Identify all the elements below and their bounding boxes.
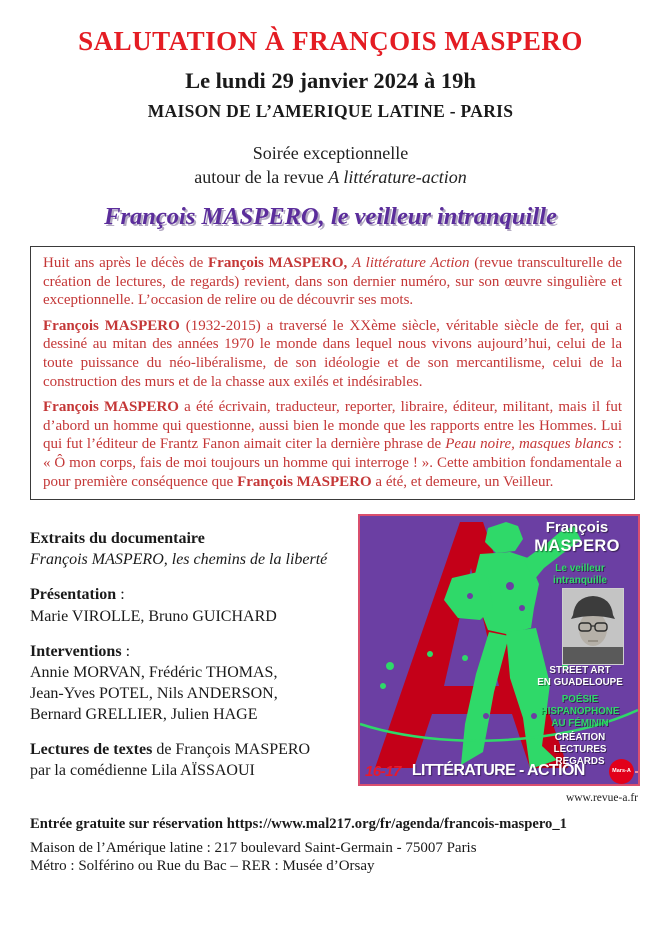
intro-box	[30, 246, 635, 500]
cover-author-lastname: MASPERO	[534, 536, 620, 555]
series-title: LITTÉRATURE - ACTION	[411, 762, 585, 780]
cover-subtitle	[528, 563, 632, 587]
intro-paragraph-3: François MASPERO a été écrivain, traducteur, reporter, libraire, éditeur, militant, mais il fut d’abord un homme qui questionne, aussi bien le monde que les rapports entre les Hommes. Lui qui fut l’éditeur de Frantz Fanon aimait citer la dernière phrase de Peau noire, masques blancs : « Ô mon corps, fais de moi toujours un homme qui interroge ! ». Cette ambition fondamentale a pour première conséquence que François MASPERO a été, et demeure, un Veilleur.	[43, 399, 622, 490]
cover-subtitle-line1: Le veilleur	[555, 563, 605, 575]
reservation-line	[30, 816, 631, 834]
cover-author-name	[520, 519, 634, 556]
event-date: Le lundi 29 janvier 2024 à 19h	[185, 68, 476, 94]
lectures-line: Lectures de textes de François MASPERO	[30, 741, 311, 759]
cover-bottom-strip	[365, 760, 634, 782]
documentary-heading: Extraits du documentaire	[30, 530, 205, 548]
magazine-website: www.revue-a.fr	[565, 792, 638, 805]
feature1-line1: STREET ART	[549, 665, 611, 677]
cover-feature-poesie	[528, 694, 632, 729]
interventions-names-line3: Bernard GRELLIER, Julien HAGE	[30, 705, 258, 723]
feature1-line2: EN GUADELOUPE	[537, 676, 623, 688]
program-details	[30, 514, 344, 804]
lectures-reader-line: par la comédienne Lila AÏSSAOUI	[30, 762, 255, 780]
presentation-names: Marie VIROLLE, Bruno GUICHARD	[30, 607, 277, 625]
reservation-link[interactable]: https://www.mal217.org/fr/agenda/francois-maspero_1	[226, 816, 567, 833]
feature2-line2: HISPANOPHONE	[540, 705, 620, 717]
intro-paragraph-1: Huit ans après le décès de François MASPERO, A littérature Action (revue transculturelle de création de lectures, de regards) revient, dans son dernier numéro, sur son œuvre singulière et exceptionnelle. L’occasion de relire ou de découvrir ses mots.	[43, 255, 623, 309]
page-title: SALUTATION À FRANÇOIS MASPERO	[78, 26, 583, 56]
transit-line: Métro : Solférino ou Rue du Bac – RER : Musée d’Orsay	[30, 857, 375, 874]
interventions-names-line2: Jean-Yves POTEL, Nils ANDERSON,	[30, 684, 278, 702]
subtitle-line1: Soirée exceptionnelle	[252, 143, 409, 164]
interventions-names-line1: Annie MORVAN, Frédéric THOMAS,	[30, 663, 278, 681]
event-title: François MASPERO, le veilleur intranquille	[104, 203, 557, 231]
cover-feature-street-art	[528, 665, 632, 689]
magazine-cover	[358, 514, 640, 786]
interventions-heading: Interventions :	[30, 642, 131, 660]
footer	[30, 816, 631, 875]
event-venue: MAISON DE L’AMERIQUE LATINE - PARIS	[147, 101, 514, 122]
maspero-photo	[562, 588, 624, 665]
feature3-line2: LECTURES	[553, 743, 607, 755]
feature3-line3: REGARDS	[555, 755, 605, 767]
issue-number: 16-17	[365, 762, 401, 780]
feature3-line1: CRÉATION	[554, 732, 606, 744]
mars-a-logo: Mars-A	[609, 759, 634, 784]
main-content-row	[30, 514, 640, 804]
intro-paragraph-2: François MASPERO (1932-2015) a traversé le XXème siècle, véritable siècle de fer, qui a dessiné au mitan des années 1970 le monde dans lequel nous vivons aujourd’hui, celui de la toute puissance du néo-libéralisme, de son idéologie et de son mercantilisme, celui de la construction des murs et de la chasse aux exilés et indésirables.	[43, 317, 622, 390]
reservation-label: Entrée gratuite sur réservation	[30, 816, 227, 833]
presentation-heading: Présentation :	[30, 586, 125, 604]
feature2-line3: AU FÉMININ	[551, 717, 609, 729]
feature2-line1: POÉSIE	[561, 694, 599, 706]
magazine-cover-block	[358, 514, 640, 804]
cover-subtitle-line2: intranquille	[553, 575, 607, 587]
address-line: Maison de l’Amérique latine : 217 boulevard Saint-Germain - 75007 Paris	[30, 839, 477, 856]
subtitle-line2: autour de la revue A littérature-action	[194, 167, 467, 188]
documentary-title: François MASPERO, les chemins de la liberté	[30, 551, 328, 569]
maspero-portrait-graphic	[563, 589, 623, 664]
cover-author-firstname: François	[545, 519, 609, 537]
